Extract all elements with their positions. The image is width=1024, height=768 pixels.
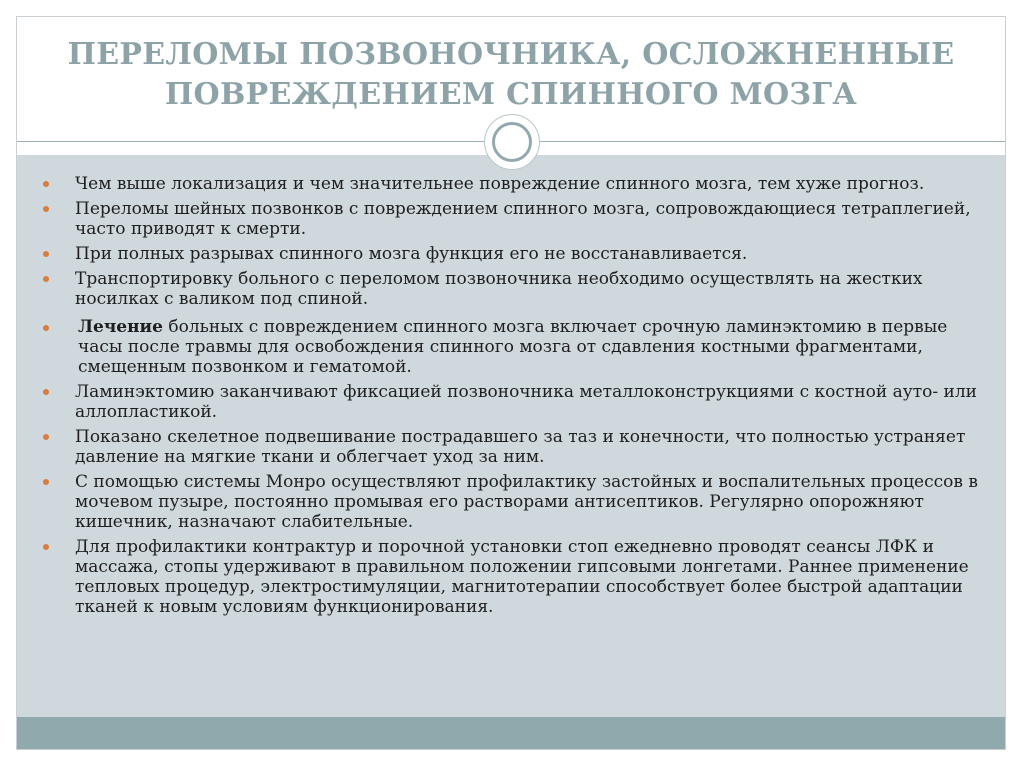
bullet-text: Переломы шейных позвонков с повреждением спинного мозга, сопровождающиеся тетраплегией, часто приводят к смерти. — [75, 199, 971, 239]
bullet-dot-icon — [43, 389, 49, 395]
bullet-dot-icon — [43, 276, 49, 282]
slide-title — [17, 35, 1005, 115]
bullet-text: При полных разрывах спинного мозга функция его не восстанавливается. — [75, 244, 748, 264]
bullet-text: Показано скелетное подвешивание пострадавшего за таз и конечности, что полностью устраняет давление на мягкие ткани и облегчает уход за ним. — [75, 427, 966, 467]
ring-icon — [492, 122, 532, 162]
bullet-item-4 — [40, 269, 980, 309]
circle-ornament-icon — [484, 114, 540, 170]
bullet-text: Транспортировку больного с переломом позвоночника необходимо осуществлять на жестких носилках с валиком под спиной. — [75, 269, 923, 309]
bullet-dot-icon — [43, 544, 49, 550]
bullet-item-8 — [40, 472, 980, 532]
bullet-dot-icon — [43, 206, 49, 212]
bullet-dot-icon — [43, 434, 49, 440]
bullet-list — [40, 174, 980, 622]
bullet-text: Для профилактики контрактур и порочной установки стоп ежедневно проводят сеансы ЛФК и массажа, стопы удерживают в правильном положении гипсовыми лонгетами. Раннее применение тепловых процедур, электростимуляции, магнитотерапии способствует более быстрой адаптации тканей к новым условиям функционирования. — [75, 537, 969, 617]
bullet-item-6 — [40, 382, 980, 422]
bullet-item-7 — [40, 427, 980, 467]
bullet-text: Чем выше локализация и чем значительнее повреждение спинного мозга, тем хуже прогноз. — [75, 174, 925, 194]
bullet-dot-icon — [43, 325, 49, 331]
bullet-dot-icon — [43, 479, 49, 485]
bullet-text: С помощью системы Монро осуществляют профилактику застойных и воспалительных процессов в мочевом пузыре, постоянно промывая его растворами антисептиков. Регулярно опорожняют кишечник, назначают слабительные. — [75, 472, 978, 532]
bullet-item-2 — [40, 199, 980, 239]
bullet-item-3 — [40, 244, 980, 264]
bullet-dot-icon — [43, 251, 49, 257]
title-line-1: ПЕРЕЛОМЫ ПОЗВОНОЧНИКА, ОСЛОЖНЕННЫЕ — [67, 37, 955, 72]
bullet-item-9 — [40, 537, 980, 617]
bullet-dot-icon — [43, 181, 49, 187]
footer-band — [17, 717, 1005, 749]
bullet-text: больных с повреждением спинного мозга включает срочную ламинэктомию в первые часы после травмы для освобождения спинного мозга от сдавления костными фрагментами, смещенным позвонком и гематомой. — [78, 317, 948, 377]
bullet-text: Ламинэктомию заканчивают фиксацией позвоночника металлоконструкциями с костной ауто- или аллопластикой. — [75, 382, 978, 422]
bullet-bold-term: Лечение — [78, 317, 163, 337]
bullet-item-1 — [40, 174, 980, 194]
title-line-2: ПОВРЕЖДЕНИЕМ СПИННОГО МОЗГА — [164, 77, 858, 112]
bullet-item-5 — [40, 317, 980, 377]
